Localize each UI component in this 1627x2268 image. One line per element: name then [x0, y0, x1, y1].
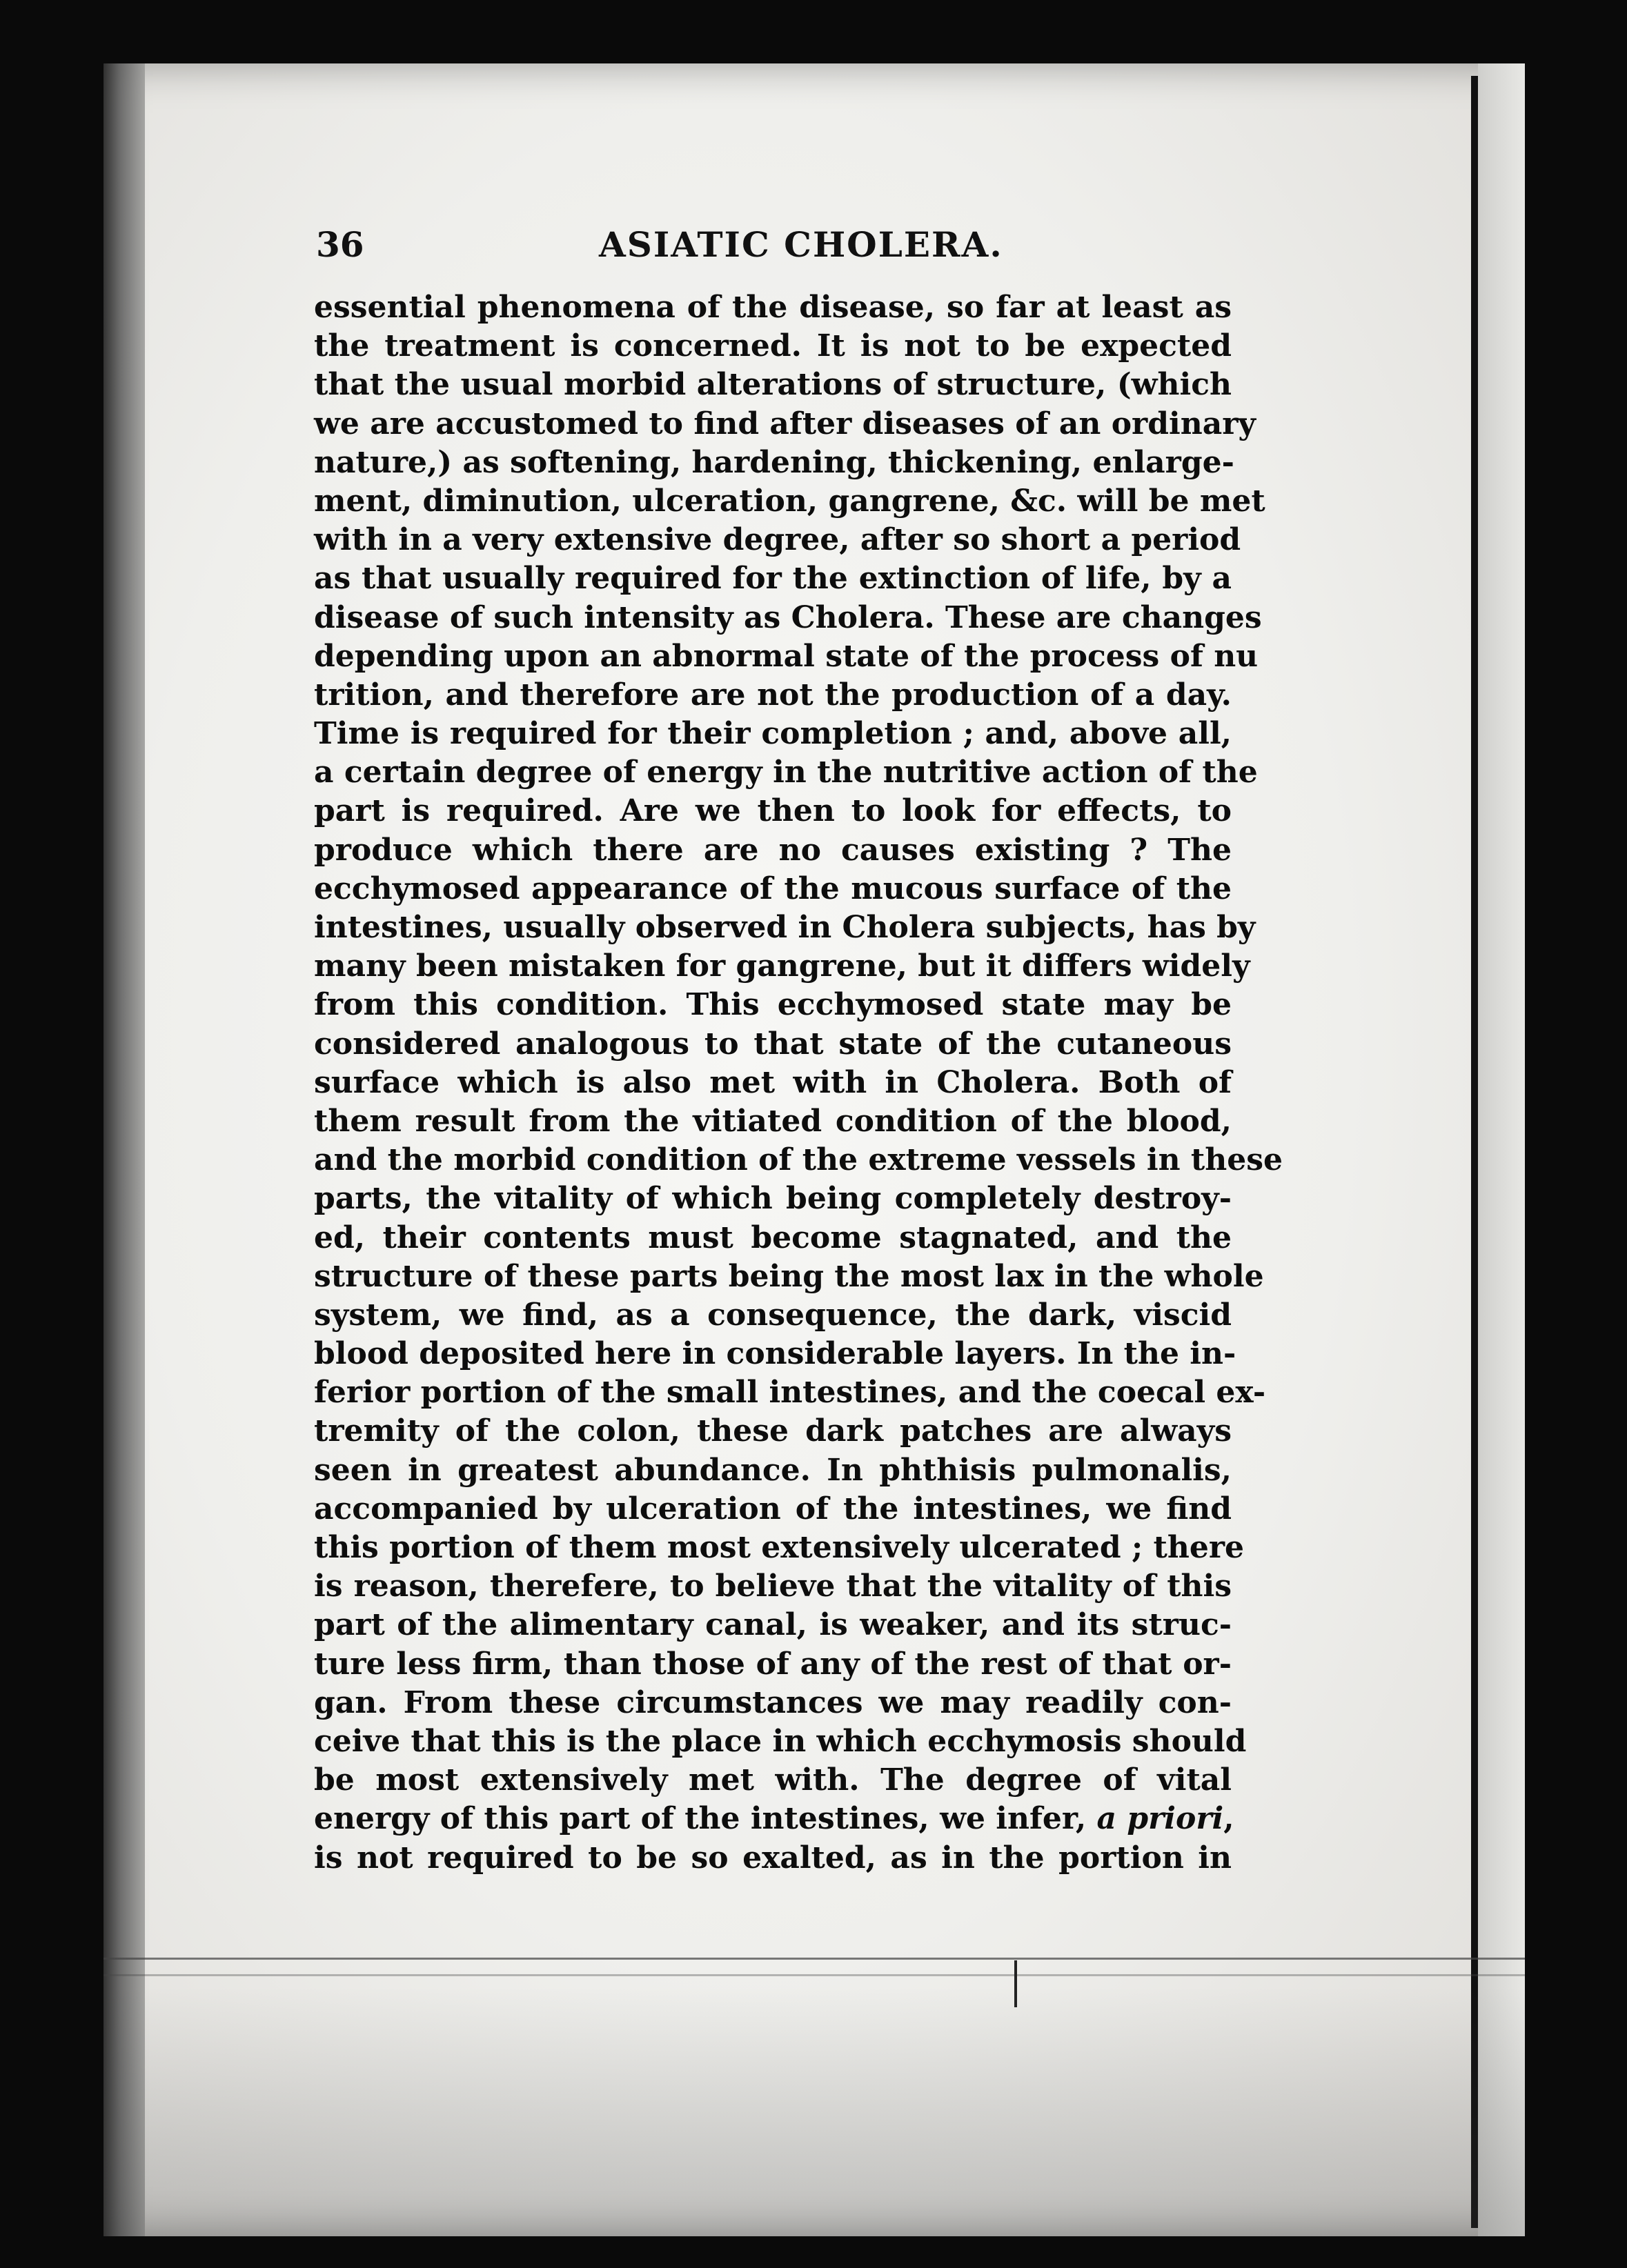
- text-line: them result from the vitiated condition of the blood,: [314, 1103, 1232, 1139]
- bottom-shadow: [103, 1987, 1525, 2236]
- scan-rule-line-faint: [103, 1974, 1525, 1976]
- text-line: with in a very extensive degree, after so short a period: [314, 522, 1241, 558]
- text-line: system, we find, as a consequence, the dark, viscid: [314, 1297, 1232, 1333]
- italic-phrase: a priori: [1096, 1801, 1224, 1837]
- text-line: Time is required for their completion ; and, above all,: [314, 716, 1232, 752]
- text-line: seen in greatest abundance. In phthisis pulmonalis,: [314, 1452, 1232, 1488]
- text-line: from this condition. This ecchymosed state may be: [314, 987, 1232, 1023]
- text-line: disease of such intensity as Cholera. These are changes: [314, 599, 1262, 635]
- page-edge-line: [1471, 76, 1478, 2228]
- scan-tick-mark: [1014, 1960, 1017, 2007]
- text-line: intestines, usually observed in Cholera subjects, has by: [314, 910, 1256, 945]
- text-line: we are accustomed to find after diseases of an ordinary: [314, 406, 1256, 441]
- page-number: 36: [316, 224, 364, 265]
- text-line: a certain degree of energy in the nutritive action of the: [314, 755, 1258, 790]
- text-line: accompanied by ulceration of the intestines, we find: [314, 1491, 1232, 1526]
- text-line: this portion of them most extensively ulcerated ; there: [314, 1530, 1245, 1565]
- text-line: and the morbid condition of the extreme vessels in these: [314, 1142, 1283, 1178]
- text-line: surface which is also met with in Cholera. Both of: [314, 1064, 1232, 1100]
- text-line: nature,) as softening, hardening, thickening, enlarge-: [314, 444, 1234, 480]
- text-line: gan. From these circumstances we may readily con-: [314, 1684, 1232, 1720]
- text-line: produce which there are no causes existing ? The: [314, 832, 1232, 868]
- text-line: energy of this part of the intestines, we infer, a priori,: [314, 1801, 1234, 1837]
- scan-rule-line: [103, 1958, 1525, 1960]
- page-gutter: [103, 63, 145, 2236]
- page-header: [316, 224, 1234, 279]
- text-line: blood deposited here in considerable layers. In the in-: [314, 1336, 1236, 1372]
- text-line: the treatment is concerned. It is not to be expected: [314, 328, 1232, 364]
- running-head: ASIATIC CHOLERA.: [599, 224, 1003, 265]
- text-line: be most extensively met with. The degree of vital: [314, 1762, 1232, 1798]
- text-line: depending upon an abnormal state of the process of nu: [314, 638, 1259, 674]
- text-line: essential phenomena of the disease, so far at least as: [314, 290, 1232, 325]
- body-text: [314, 288, 1283, 1878]
- text-line: structure of these parts being the most lax in the whole: [314, 1258, 1264, 1294]
- text-line: ed, their contents must become stagnated, and the: [314, 1220, 1232, 1255]
- text-line: ture less firm, than those of any of the rest of that or-: [314, 1646, 1232, 1682]
- facing-page-edge: [1478, 63, 1525, 2236]
- text-line: trition, and therefore are not the production of a day.: [314, 677, 1232, 713]
- text-line: ferior portion of the small intestines, and the coecal ex-: [314, 1375, 1266, 1411]
- text-line: is not required to be so exalted, as in the portion in: [314, 1840, 1232, 1876]
- text-line: that the usual morbid alterations of structure, (which: [314, 367, 1232, 403]
- text-line: ment, diminution, ulceration, gangrene, &c. will be met: [314, 483, 1265, 519]
- text-line: part is required. Are we then to look for effects, to: [314, 793, 1232, 829]
- text-line: part of the alimentary canal, is weaker, and its struc-: [314, 1607, 1232, 1643]
- text-line: ceive that this is the place in which ecchymosis should: [314, 1723, 1247, 1759]
- text-line: tremity of the colon, these dark patches are always: [314, 1413, 1232, 1449]
- text-line: considered analogous to that state of the cutaneous: [314, 1026, 1232, 1062]
- text-line: as that usually required for the extinction of life, by a: [314, 561, 1232, 597]
- text-line: many been mistaken for gangrene, but it differs widely: [314, 948, 1250, 984]
- text-line: is reason, therefere, to believe that the vitality of this: [314, 1569, 1232, 1604]
- text-line: parts, the vitality of which being completely destroy-: [314, 1181, 1232, 1217]
- text-line: ecchymosed appearance of the mucous surface of the: [314, 871, 1232, 906]
